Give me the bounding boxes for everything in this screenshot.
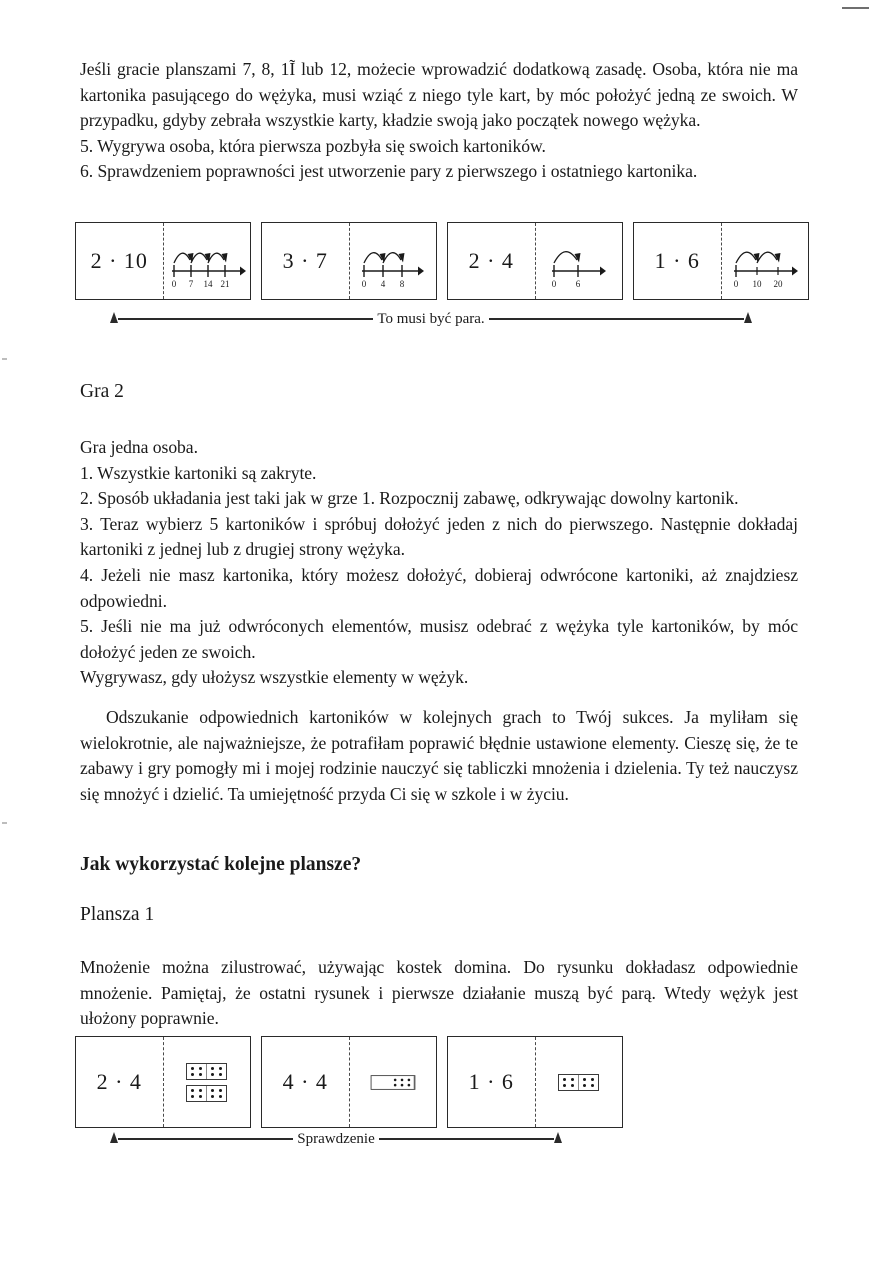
domino-pip [219,1089,222,1092]
domino-stack [186,1063,227,1102]
domino-pip [199,1073,202,1076]
domino-half-left [390,1076,414,1089]
tick-label: 7 [188,279,193,289]
domino-pip [563,1078,566,1081]
domino-half-left [187,1064,207,1079]
card-numberline-2 [261,222,437,300]
card-expression-cell [448,1037,536,1127]
card-figure-cell [536,1037,623,1127]
domino-half-right [207,1086,226,1101]
tick-label: 4 [380,279,385,289]
card-expression-cell [262,1037,350,1127]
intro-rule-5: 5. Wygrywa osoba, która pierwsza pozbyła się swoich kartoników. [80,135,546,156]
number-line-figure [352,233,434,289]
domino-pip [394,1083,397,1086]
domino-tile [370,1075,415,1090]
gra2-body-block [80,435,798,691]
card-expression: 3 · 7 [282,248,328,273]
gra2-rule-5: 5. Jeśli nie ma już odwróconych elementów, musisz odebrać z wężyka tyle kartoników, by móc dołożyć jeden ze swoich. [80,616,798,662]
tick-label: 0 [171,279,176,289]
domino-pip [583,1078,586,1081]
card-numberline-1 [75,222,251,300]
domino-tile [186,1085,227,1102]
annotation-rule-right [379,1138,554,1139]
plansza-subheading: Plansza 1 [80,904,155,925]
number-line-figure [166,233,248,289]
domino-pip [583,1084,586,1087]
tick-label: 10 [752,279,762,289]
check-annotation-caption: Sprawdzenie [297,1130,375,1147]
gra2-rule-2: 2. Sposób układania jest taki jak w grze 1. Rozpocznij zabawę, odkrywając dowolny kartonik. [80,488,739,509]
card-expression: 2 · 4 [96,1069,142,1094]
plansza-subheading-block [80,903,154,927]
card-strip-numberlines [75,222,809,300]
annotation-rule-left [118,1138,293,1139]
arrow-up-icon-left [110,312,118,323]
domino-half-right [207,1064,226,1079]
domino-pip [394,1078,397,1081]
arrow-up-icon-left [110,1132,118,1143]
domino-pip [400,1083,403,1086]
domino-pip [191,1095,194,1098]
domino-pip [211,1089,214,1092]
domino-pip [191,1067,194,1070]
section-use-heading: Jak wykorzystać kolejne plansze? [80,854,362,875]
card-expression-cell [634,223,722,299]
domino-pip [199,1089,202,1092]
domino-pip [591,1078,594,1081]
card-expression: 1 · 6 [468,1069,514,1094]
gra2-heading: Gra 2 [80,381,124,402]
card-expression: 2 · 10 [90,248,148,273]
domino-pip [219,1073,222,1076]
intro-paragraph: Jeśli gracie planszami 7, 8, 1Ĩ lub 12, możecie wprowadzić dodatkową zasadę. Osoba, która nie ma kartonika pasującego do wężyka, musi wziąć z niego tyle kart, by móc położyć jedną ze swoich. W przypadku, gdyby zebrała wszystkie karty, kładzie swoją jako początek nowego wężyka. [80,59,798,131]
card-strip-dominoes [75,1036,623,1128]
trim-mark-left-upper [2,358,7,360]
card-figure-cell [722,223,809,299]
card-numberline-3 [447,222,623,300]
card-expression: 1 · 6 [654,248,700,273]
card-domino-2 [261,1036,437,1128]
domino-pip [591,1084,594,1087]
tick-label: 0 [551,279,556,289]
plansza-body-block [80,955,798,1032]
pair-annotation-caption: To musi być para. [377,310,485,327]
intro-rule-6: 6. Sprawdzeniem poprawności jest utworzenie pary z pierwszego i ostatniego kartonika. [80,161,698,182]
domino-pip [211,1067,214,1070]
domino-pip [199,1067,202,1070]
pair-annotation [110,308,752,330]
check-annotation [110,1128,562,1150]
number-line-figure [724,233,806,289]
gra2-players-line: Gra jedna osoba. [80,437,198,457]
domino-pip [191,1089,194,1092]
domino-pip [191,1073,194,1076]
tick-label: 20 [773,279,783,289]
card-numberline-4 [633,222,809,300]
domino-pip [407,1083,410,1086]
tick-label: 21 [220,279,230,289]
domino-pip [219,1095,222,1098]
card-domino-3 [447,1036,623,1128]
card-expression-cell [76,1037,164,1127]
card-figure-cell [164,1037,251,1127]
number-line-figure [538,233,620,289]
domino-half-left [187,1086,207,1101]
annotation-rule-left [118,318,373,319]
domino-tile [186,1063,227,1080]
domino-pip [211,1073,214,1076]
domino-pip [211,1095,214,1098]
tick-label: 8 [399,279,404,289]
card-figure-cell [536,223,623,299]
card-expression-cell [448,223,536,299]
closing-paragraph: Odszukanie odpowiednich kartoników w kolejnych grach to Twój sukces. Ja myliłam się wielokrotnie, ale najważniejsze, że potrafiłam poprawić błędnie ustawione elementy. Cieszę się, że te zabawy i gry pomogły mi i mojej rodzinie nauczyć się tabliczki mnożenia i dzielenia. Ty też nauczysz się mnożyć i dzielić. Ta umiejętność przyda Ci się w szkole i w życiu. [80,707,798,804]
tick-label: 0 [733,279,738,289]
trim-mark-top-right [842,7,869,9]
domino-half-left [559,1075,579,1090]
domino-pip [199,1095,202,1098]
card-expression-cell [76,223,164,299]
gra2-rule-3: 3. Teraz wybierz 5 kartoników i spróbuj dołożyć jeden z nich do pierwszego. Następnie dokładaj kartoniki z jednej lub z drugiej strony wężyka. [80,513,798,560]
gra2-rule-4: 4. Jeżeli nie masz kartonika, który możesz dołożyć, dobieraj odwrócone kartoniki, aż znajdziesz odpowiedni. [80,564,798,611]
card-domino-1 [75,1036,251,1128]
trim-mark-left-lower [2,822,7,824]
intro-block [80,57,798,185]
gra2-closing-line: Wygrywasz, gdy ułożysz wszystkie elementy w wężyk. [80,667,469,688]
arrow-up-icon-right [554,1132,562,1143]
domino-pip [563,1084,566,1087]
tick-label: 14 [203,279,213,289]
domino-half-right [579,1075,598,1090]
card-expression: 2 · 4 [468,248,514,273]
card-figure-cell [350,1037,437,1127]
domino-pip [407,1078,410,1081]
domino-pip [571,1078,574,1081]
card-expression: 4 · 4 [282,1069,328,1094]
section-use-heading-block [80,853,361,877]
closing-block [80,705,798,807]
card-expression-cell [262,223,350,299]
tick-label: 6 [575,279,580,289]
plansza-paragraph: Mnożenie można zilustrować, używając kostek domina. Do rysunku dokładasz odpowiednie mnożenie. Pamiętaj, że ostatni rysunek i pierwsze działanie muszą być parą. Wtedy wężyk jest ułożony poprawnie. [80,957,798,1029]
domino-tile [558,1074,599,1091]
domino-pip [400,1078,403,1081]
annotation-rule-right [489,318,744,319]
gra2-rule-1: 1. Wszystkie kartoniki są zakryte. [80,462,317,483]
tick-label: 0 [361,279,366,289]
domino-pip [219,1067,222,1070]
gra2-heading-block [80,380,124,404]
arrow-up-icon-right [744,312,752,323]
card-figure-cell [350,223,437,299]
domino-pip [571,1084,574,1087]
card-figure-cell [164,223,251,299]
